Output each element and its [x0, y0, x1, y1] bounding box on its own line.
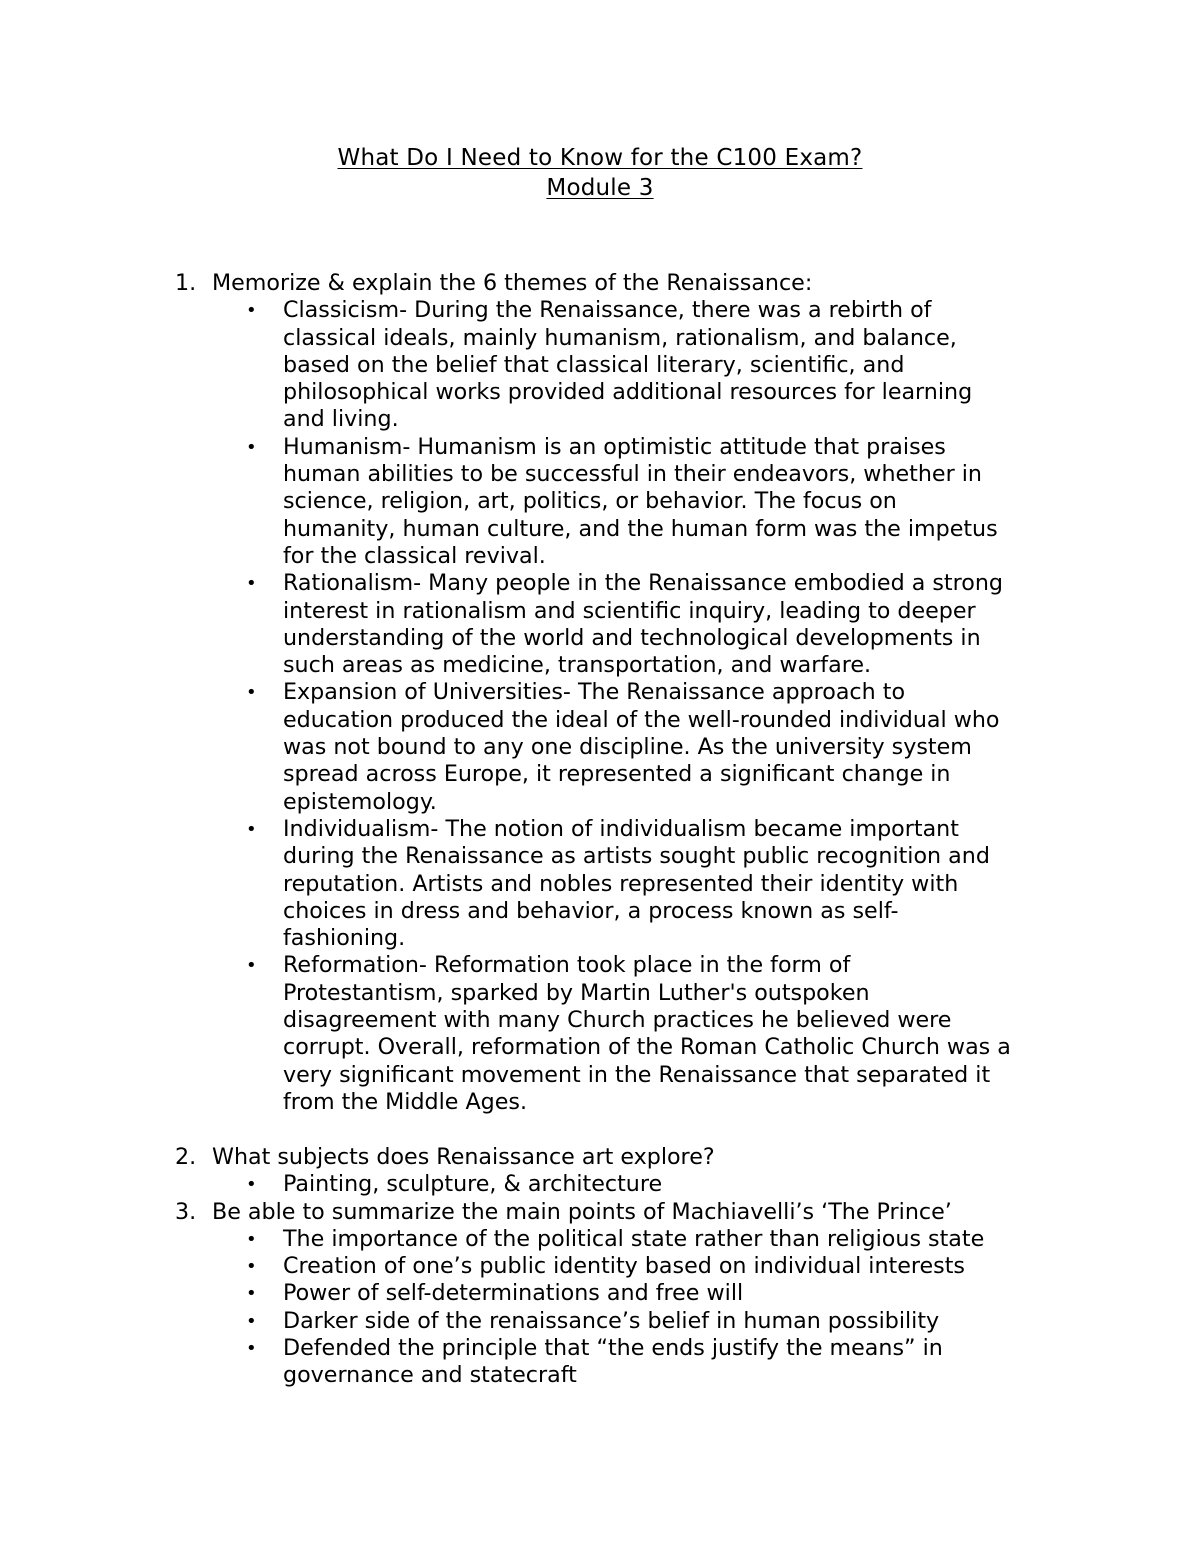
question-text: What subjects does Renaissance art explore? — [212, 1144, 715, 1170]
bullet-text-line: understanding of the world and technological developments in — [283, 624, 981, 651]
bullet-item — [212, 1280, 1072, 1307]
question-list-section-1 — [172, 270, 1072, 1116]
bullet-text-line: and living. — [283, 406, 399, 433]
bullet-text-line: epistemology. — [283, 788, 437, 815]
bullet-icon: • — [246, 1228, 257, 1250]
bullet-item — [212, 570, 1072, 679]
bullet-text-line: Expansion of Universities- The Renaissance approach to — [283, 679, 906, 706]
bullet-text-line: Creation of one’s public identity based on individual interests — [283, 1253, 965, 1280]
document-subtitle: Module 3 — [546, 175, 654, 201]
bullet-icon: • — [246, 1338, 257, 1360]
bullet-list — [212, 1226, 1072, 1390]
bullet-icon: • — [246, 1174, 257, 1196]
bullet-text-line: Protestantism, sparked by Martin Luther's outspoken — [283, 979, 870, 1006]
bullet-text-line: Humanism- Humanism is an optimistic attitude that praises — [283, 433, 946, 460]
bullet-text-line: from the Middle Ages. — [283, 1088, 528, 1115]
bullet-item — [212, 816, 1072, 952]
question-item — [172, 1199, 1072, 1390]
bullet-item — [212, 1335, 1072, 1390]
title-block — [0, 143, 1200, 203]
bullet-item — [212, 297, 1072, 433]
bullet-text-line: Darker side of the renaissance’s belief in human possibility — [283, 1307, 940, 1334]
bullet-icon: • — [246, 682, 257, 704]
bullet-text-line: during the Renaissance as artists sought public recognition and — [283, 843, 990, 870]
question-list-section-2 — [172, 1144, 1072, 1390]
bullet-item — [212, 1226, 1072, 1253]
bullet-text-line: was not bound to any one discipline. As the university system — [283, 734, 972, 761]
bullet-text-line: interest in rationalism and scientific inquiry, leading to deeper — [283, 597, 976, 624]
question-item — [172, 270, 1072, 1116]
bullet-list — [212, 1171, 1072, 1198]
bullet-text-line: philosophical works provided additional resources for learning — [283, 379, 973, 406]
bullet-text-line: based on the belief that classical literary, scientific, and — [283, 351, 905, 378]
bullet-text-line: disagreement with many Church practices he believed were — [283, 1007, 952, 1034]
bullet-item — [212, 434, 1072, 570]
bullet-text-line: Defended the principle that “the ends justify the means” in — [283, 1335, 943, 1362]
bullet-text-line: classical ideals, mainly humanism, rationalism, and balance, — [283, 324, 957, 351]
bullet-text-line: Rationalism- Many people in the Renaissance embodied a strong — [283, 570, 1003, 597]
bullet-text-line: very significant movement in the Renaissance that separated it — [283, 1061, 991, 1088]
bullet-text-line: Reformation- Reformation took place in the form of — [283, 952, 851, 979]
bullet-text-line: Painting, sculpture, & architecture — [283, 1171, 663, 1198]
bullet-text-line: reputation. Artists and nobles represented their identity with — [283, 870, 959, 897]
bullet-text-line: Classicism- During the Renaissance, there was a rebirth of — [283, 297, 932, 324]
bullet-text-line: governance and statecraft — [283, 1362, 577, 1389]
document-title: What Do I Need to Know for the C100 Exam? — [337, 145, 863, 171]
bullet-text-line: spread across Europe, it represented a significant change in — [283, 761, 951, 788]
bullet-icon: • — [246, 955, 257, 977]
bullet-item — [212, 1308, 1072, 1335]
bullet-text-line: The importance of the political state rather than religious state — [283, 1225, 985, 1252]
question-number: 1. — [175, 270, 197, 296]
bullet-item — [212, 1171, 1072, 1198]
bullet-icon: • — [246, 1310, 257, 1332]
bullet-icon: • — [246, 573, 257, 595]
bullet-text-line: humanity, human culture, and the human form was the impetus — [283, 515, 998, 542]
bullet-item — [212, 952, 1072, 1116]
bullet-text-line: Power of self-determinations and free will — [283, 1280, 744, 1307]
bullet-text-line: for the classical revival. — [283, 542, 546, 569]
question-number: 2. — [175, 1144, 197, 1170]
bullet-icon: • — [246, 1256, 257, 1278]
bullet-item — [212, 1253, 1072, 1280]
bullet-text-line: science, religion, art, politics, or behavior. The focus on — [283, 488, 897, 515]
bullet-icon: • — [246, 818, 257, 840]
bullet-text-line: such areas as medicine, transportation, and warfare. — [283, 652, 872, 679]
bullet-list — [212, 297, 1072, 1116]
bullet-icon: • — [246, 300, 257, 322]
bullet-icon: • — [246, 436, 257, 458]
bullet-icon: • — [246, 1283, 257, 1305]
bullet-text-line: fashioning. — [283, 925, 406, 952]
question-text: Memorize & explain the 6 themes of the Renaissance: — [212, 270, 813, 296]
bullet-text-line: Individualism- The notion of individualism became important — [283, 815, 959, 842]
bullet-text-line: education produced the ideal of the well-rounded individual who — [283, 706, 1000, 733]
bullet-item — [212, 679, 1072, 815]
bullet-text-line: corrupt. Overall, reformation of the Roman Catholic Church was a — [283, 1034, 1011, 1061]
question-number: 3. — [175, 1198, 197, 1225]
question-item — [172, 1144, 1072, 1199]
question-text: Be able to summarize the main points of Machiavelli’s ‘The Prince’ — [212, 1198, 952, 1225]
bullet-text-line: choices in dress and behavior, a process known as self- — [283, 897, 899, 924]
bullet-text-line: human abilities to be successful in their endeavors, whether in — [283, 461, 982, 488]
